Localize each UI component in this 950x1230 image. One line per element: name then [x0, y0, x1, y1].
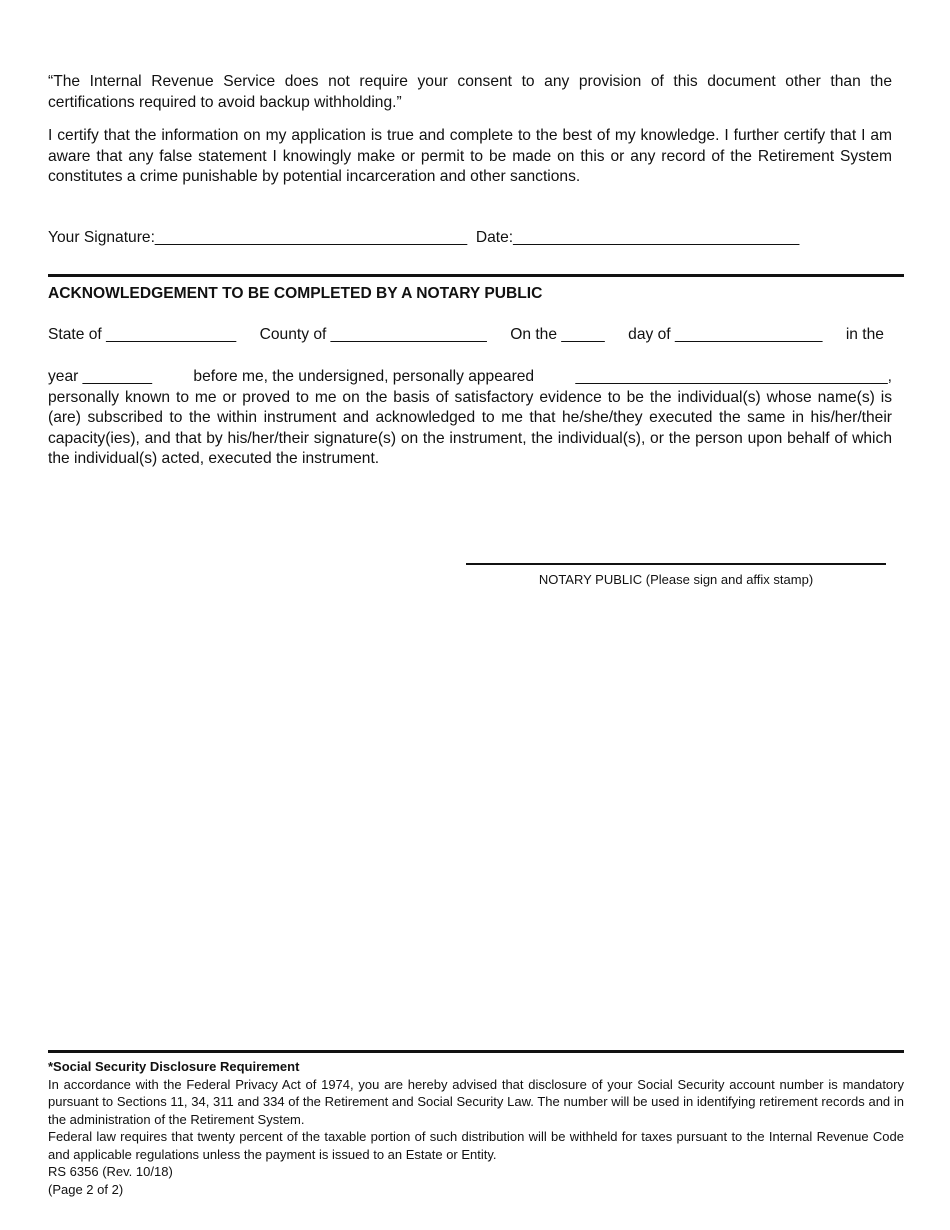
notary-venue-row [48, 326, 884, 344]
county-field[interactable]: County of __________________ [259, 326, 487, 343]
acknowledgement-text: personally known to me or proved to me on the basis of satisfactory evidence to be the individual(s) whose name(s) is (are) subscribed to the within instrument and acknowledged to me that he/she/they executed the same in his/her/their capacity(ies), and that by his/her/their signature(s) on the instrument, the individual(s), or the person upon behalf of which the individual(s) acted, executed the instrument. [48, 388, 892, 467]
certification-paragraph: I certify that the information on my application is true and complete to the best of my knowledge. I further certify that I am aware that any false statement I knowingly make or permit to be made on this or any record of the Retirement System constitutes a crime punishable by potential incarceration and other sanctions. [48, 127, 892, 185]
signature-field[interactable]: Your Signature:____________________________________ [48, 229, 468, 246]
form-page [48, 0, 904, 1230]
state-field[interactable]: State of _______________ [48, 326, 237, 343]
date-field[interactable]: Date:_________________________________ [475, 229, 800, 246]
notary-heading: ACKNOWLEDGEMENT TO BE COMPLETED BY A NOTARY PUBLIC [48, 285, 543, 302]
on-the-field[interactable]: On the _____ [510, 326, 605, 343]
before-me-label: before me, the undersigned, personally appeared [193, 368, 535, 385]
irs-consent-paragraph: “The Internal Revenue Service does not require your consent to any provision of this document other than the certifications required to avoid backup withholding.” [48, 73, 892, 111]
day-of-field[interactable]: day of _________________ [628, 326, 823, 343]
appeared-name-field[interactable]: ____________________________________, [575, 368, 892, 385]
notary-signature-line[interactable] [466, 563, 886, 565]
withholding-text: Federal law requires that twenty percent of the taxable portion of such distribution will be withheld for taxes pursuant to the Internal Revenue Code and applicable regulations unless the payment is issued to an Estate or Entity. [48, 1129, 904, 1162]
footer-divider [48, 1050, 904, 1053]
notary-acknowledgement [48, 367, 892, 470]
form-number: RS 6356 (Rev. 10/18) [48, 1164, 173, 1179]
privacy-act-text: In accordance with the Federal Privacy Act of 1974, you are hereby advised that disclosure of your Social Security account number is mandatory pursuant to Sections 11, 34, 311 and 334 of the Retirement and Social Security Law. The number will be used in identifying retirement records and in the administration of the Retirement System. [48, 1076, 904, 1127]
year-row [48, 367, 892, 388]
section-divider [48, 274, 904, 277]
page-number: (Page 2 of 2) [48, 1181, 124, 1197]
footer [48, 1058, 904, 1198]
signature-row [48, 229, 892, 247]
footer-title: *Social Security Disclosure Requirement [48, 1059, 300, 1074]
in-the-label: in the [845, 326, 884, 343]
year-field[interactable]: year ________ [48, 368, 153, 385]
notary-signature-caption: NOTARY PUBLIC (Please sign and affix stamp) [538, 572, 814, 587]
